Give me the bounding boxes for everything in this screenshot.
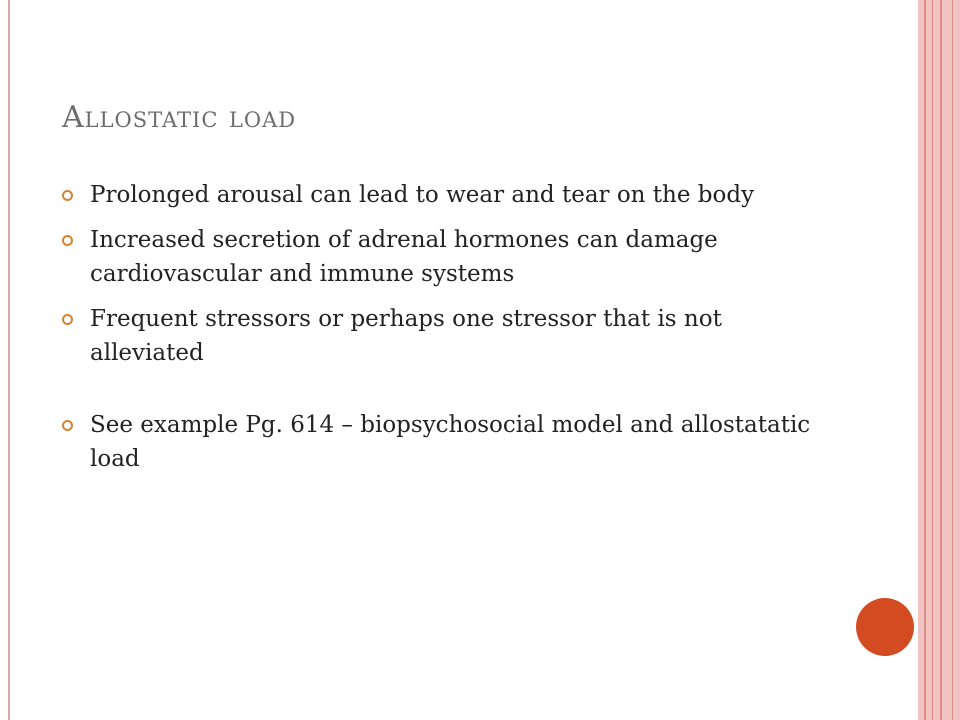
bullet-text: Prolonged arousal can lead to wear and tear on the body: [90, 182, 755, 208]
bullet-circle-icon: [62, 420, 73, 431]
bullet-item: [62, 302, 822, 370]
bullet-circle-icon: [62, 235, 73, 246]
bullet-text: See example Pg. 614 – biopsychosocial model and allostatatic load: [90, 412, 811, 472]
slide-title: Allostatic load: [62, 100, 297, 135]
bullet-item: [62, 408, 822, 476]
decorative-circle: [856, 598, 914, 656]
right-frame-stripe: [918, 0, 960, 720]
bullet-circle-icon: [62, 314, 73, 325]
bullet-item: [62, 178, 822, 212]
left-frame-line: [8, 0, 10, 720]
bullet-text: Frequent stressors or perhaps one stressor that is not alleviated: [90, 306, 722, 366]
bullet-item: [62, 223, 822, 291]
bullet-circle-icon: [62, 190, 73, 201]
bullet-text: Increased secretion of adrenal hormones can damage cardiovascular and immune systems: [90, 227, 718, 287]
bullet-list: [62, 178, 822, 487]
